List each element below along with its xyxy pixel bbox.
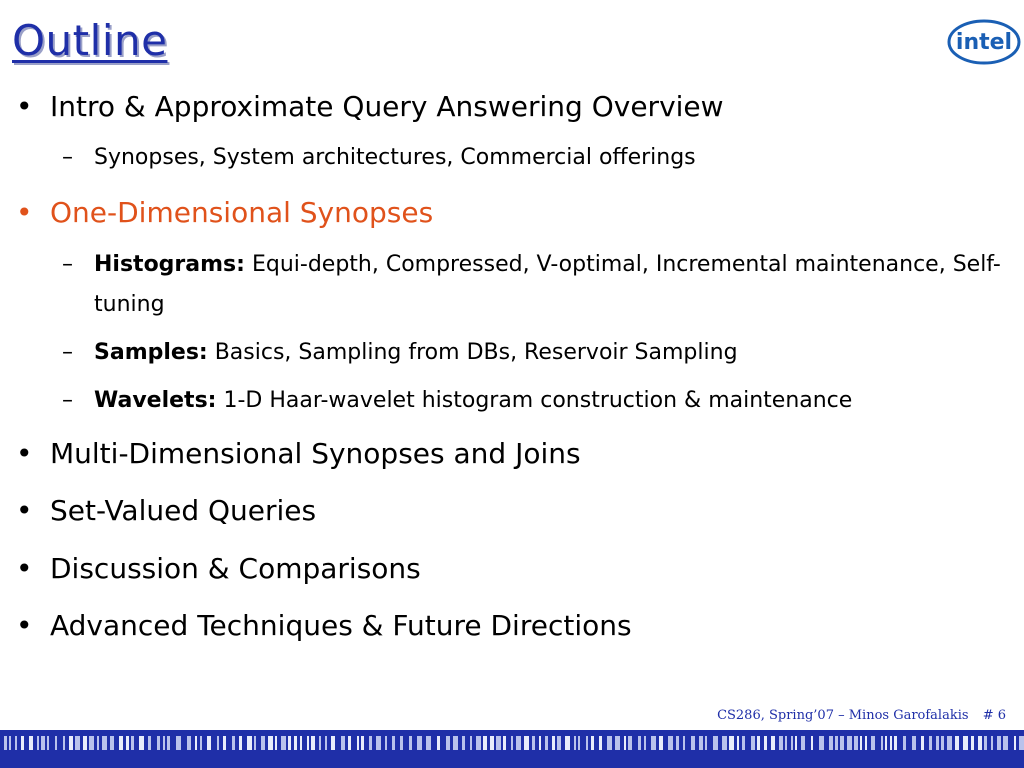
subitem-label: Wavelets: (94, 388, 217, 413)
slide-footer (717, 708, 1006, 723)
outline-item-set-valued (16, 494, 316, 528)
subitem-text: Synopses, System architectures, Commercial offerings (94, 145, 696, 170)
subitem-label: Samples: (94, 340, 208, 365)
dash-icon: – (62, 388, 73, 413)
subitem-label: Histograms: (94, 252, 245, 277)
dash-icon: – (62, 145, 73, 170)
outline-item-text: Discussion & Comparisons (50, 552, 421, 585)
outline-item-advanced (16, 609, 632, 643)
bullet-icon: • (16, 494, 33, 527)
bullet-icon: • (16, 437, 33, 470)
bullet-icon: • (16, 90, 33, 123)
slide-title: Outline (12, 16, 168, 65)
footer-credit: CS286, Spring’07 – Minos Garofalakis (717, 708, 969, 723)
decorative-band (0, 730, 1024, 768)
page-number: # 6 (982, 708, 1006, 723)
subitem-synopses (62, 138, 1012, 178)
dash-icon: – (62, 252, 73, 277)
outline-item-text: Set-Valued Queries (50, 494, 317, 527)
outline-item-text: Intro & Approximate Query Answering Overview (50, 90, 724, 123)
subitem-samples (62, 333, 1012, 373)
subitem-text (94, 381, 1012, 421)
subitem-wavelets (62, 381, 1012, 421)
subitem-text (94, 333, 1012, 373)
bullet-icon: • (16, 609, 33, 642)
outline-item-text: One-Dimensional Synopses (50, 196, 434, 229)
outline-item-multi-dimensional (16, 437, 581, 471)
intel-logo-icon (946, 16, 1022, 66)
outline-item-text: Multi-Dimensional Synopses and Joins (50, 437, 581, 470)
intel-logo (946, 16, 1022, 66)
outline-item-text: Advanced Techniques & Future Directions (50, 609, 632, 642)
outline-item-intro (16, 90, 724, 124)
subitem-body: Equi-depth, Compressed, V-optimal, Incremental maintenance, Self-tuning (94, 252, 1001, 317)
bullet-icon: • (16, 196, 33, 229)
subitem-text (94, 245, 1012, 325)
barcode-band-icon (0, 730, 1024, 768)
intel-logo-text: intel (955, 30, 1013, 55)
subitem-body: 1-D Haar-wavelet histogram construction & maintenance (223, 388, 853, 413)
outline-item-one-dimensional (16, 196, 433, 230)
dash-icon: – (62, 340, 73, 365)
bullet-icon: • (16, 552, 33, 585)
subitem-body: Basics, Sampling from DBs, Reservoir Sampling (214, 340, 738, 365)
outline-item-discussion (16, 552, 421, 586)
subitem-histograms (62, 245, 1012, 325)
